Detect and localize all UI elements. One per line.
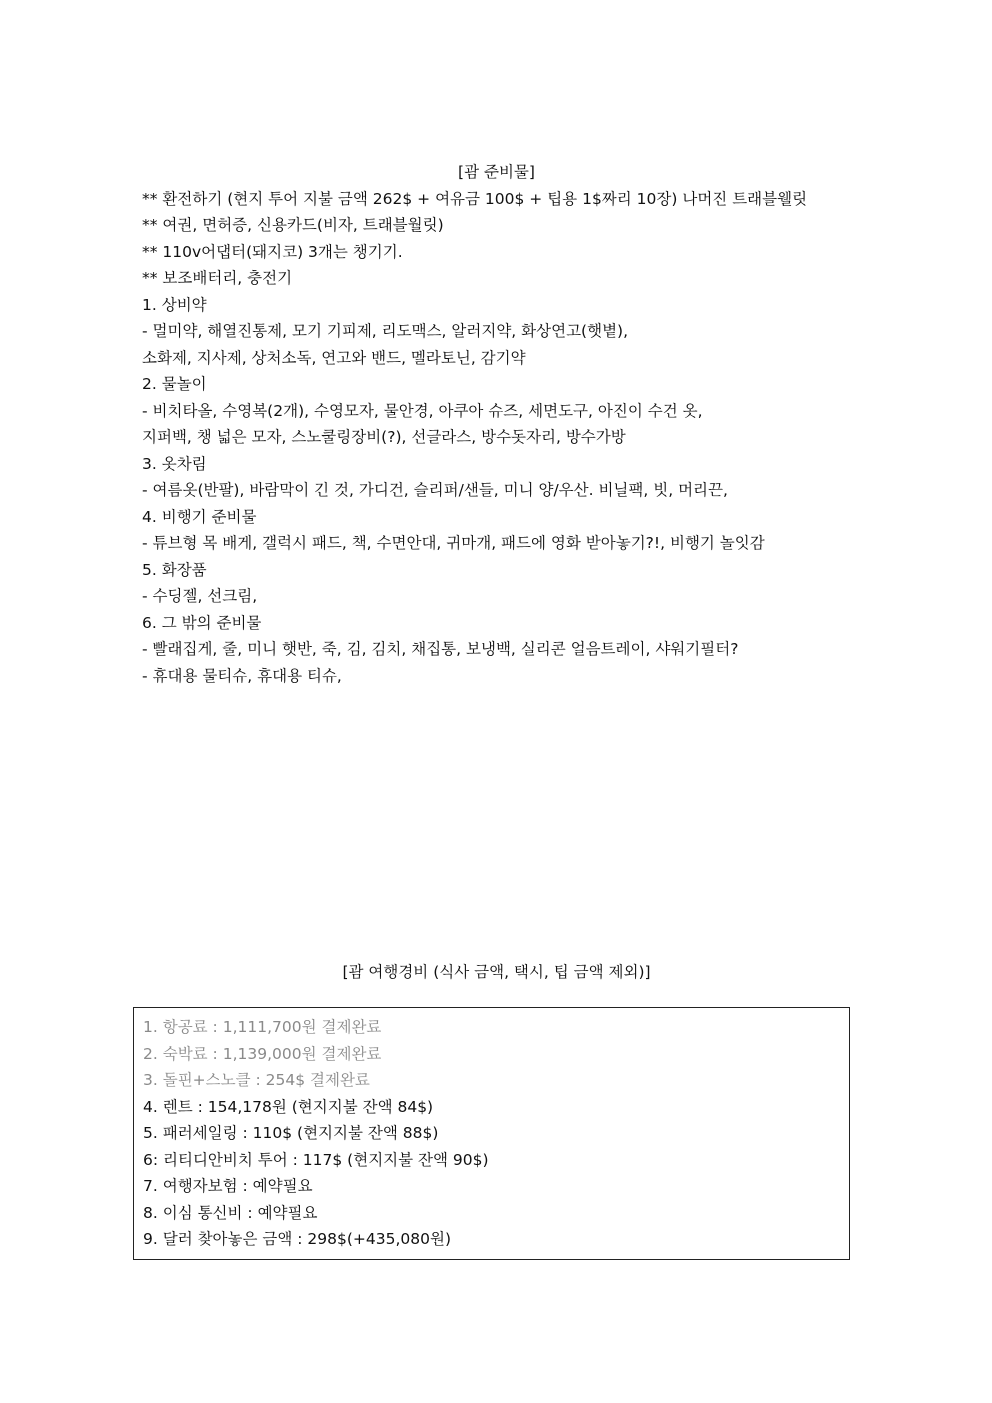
expense-item-paid: 1. 항공료 : 1,111,700원 결제완료 [143,1018,382,1036]
section-line: 지퍼백, 챙 넓은 모자, 스노쿨링장비(?), 선글라스, 방수돗자리, 방수가방 [142,428,626,446]
expense-item: 7. 여행자보험 : 예약필요 [143,1177,313,1195]
expense-item-paid: 2. 숙박료 : 1,139,000원 결제완료 [143,1044,382,1063]
section-heading-water-play: 2. 물놀이 [142,375,207,393]
expense-title: [괌 여행경비 (식사 금액, 택시, 팁 금액 제외)] [342,963,651,981]
section-line: - 비치타올, 수영복(2개), 수영모자, 물안경, 아쿠아 슈즈, 세면도구, 아진이 수건 옷, [142,401,703,420]
section-heading-clothing: 3. 옷차림 [142,454,207,473]
section-line: - 멀미약, 해열진통제, 모기 기피제, 리도맥스, 알러지약, 화상연고(햇볕), [142,322,629,340]
section-heading-flight: 4. 비행기 준비물 [142,507,257,526]
section-line: 소화제, 지사제, 상처소독, 연고와 밴드, 멜라토닌, 감기약 [142,348,526,367]
expense-item: 5. 패러세일링 : 110$ (현지지불 잔액 88$) [143,1124,439,1142]
section-line: - 휴대용 물티슈, 휴대용 티슈, [142,666,342,685]
expense-item-paid: 3. 돌핀+스노클 : 254$ 결제완료 [143,1071,370,1089]
prep-body [142,186,854,690]
section-line: - 튜브형 목 배게, 갤럭시 패드, 책, 수면안대, 귀마개, 패드에 영화 받아놓기?!, 비행기 놀잇감 [142,534,765,552]
note-exchange: ** 환전하기 (현지 투어 지불 금액 262$ + 여유금 100$ + 팁용 1$짜리 10장) 나머진 트래블웰릿 [142,189,808,208]
expense-item: 9. 달러 찾아놓은 금액 : 298$(+435,080원) [143,1230,452,1248]
section-heading-cosmetics: 5. 화장품 [142,560,207,579]
section-heading-medicine: 1. 상비약 [142,295,207,314]
expense-item: 6: 리티디안비치 투어 : 117$ (현지지불 잔액 90$) [143,1150,489,1169]
section-heading-others: 6. 그 밖의 준비물 [142,613,262,632]
section-line: - 수딩젤, 선크림, [142,587,258,605]
note-adapter: ** 110v어댑터(돼지코) 3개는 챙기기. [142,242,403,261]
expense-item: 4. 렌트 : 154,178원 (현지지불 잔액 84$) [143,1097,434,1116]
section-line: - 빨래집게, 줄, 미니 햇반, 죽, 김, 김치, 채집통, 보냉백, 실리콘 얼음트레이, 샤워기필터? [142,640,739,658]
prep-title: [괌 준비물] [458,163,535,181]
note-documents: ** 여권, 면허증, 신용카드(비자, 트래블월릿) [142,216,444,234]
note-battery: ** 보조배터리, 충전기 [142,269,293,287]
section-line: - 여름옷(반팔), 바람막이 긴 것, 가디건, 슬리퍼/샌들, 미니 양/우산. 비닐팩, 빗, 머리끈, [142,481,728,499]
expense-box [133,1007,850,1260]
expense-item: 8. 이심 통신비 : 예약필요 [143,1203,318,1222]
